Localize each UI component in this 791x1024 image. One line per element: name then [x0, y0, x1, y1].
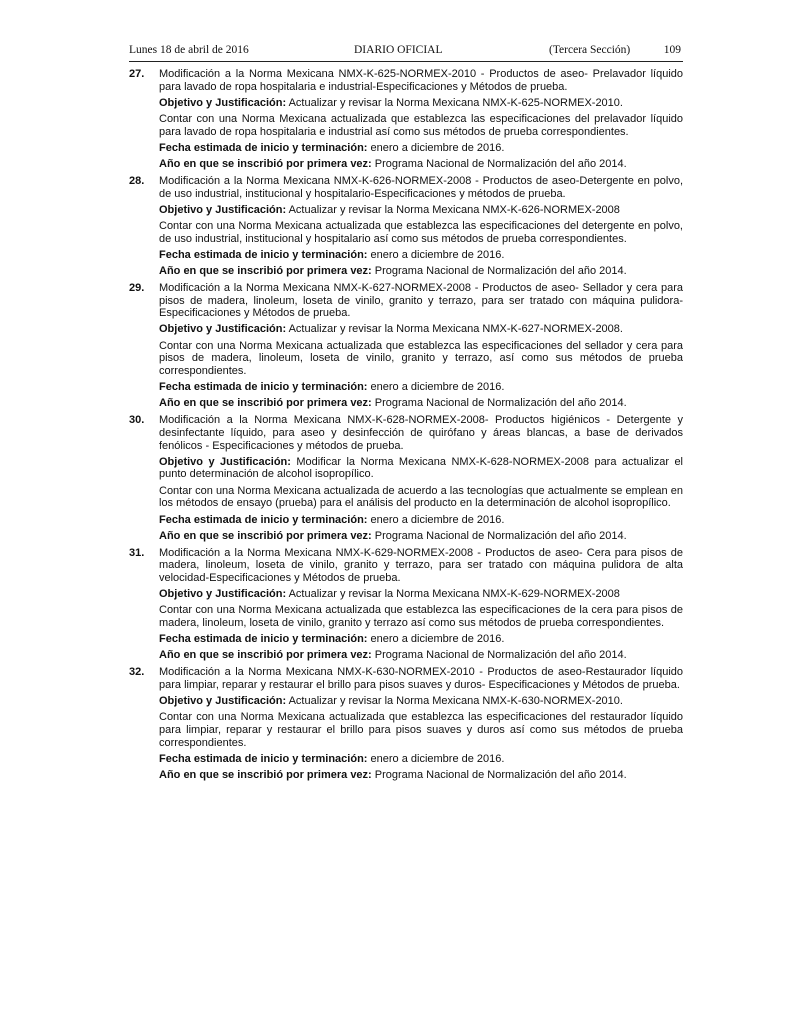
- item-title: Modificación a la Norma Mexicana NMX-K-627-NORMEX-2008 - Productos de aseo- Sellador y cera para pisos de madera, linoleum, loseta de vinilo, granito y terrazo, para ser tratado con máquina pulidora-Especificaciones y Métodos de prueba.: [159, 281, 683, 320]
- item-title: Modificación a la Norma Mexicana NMX-K-626-NORMEX-2008 - Productos de aseo-Detergente en polvo, de uso industrial, institucional y hospitalario-Especificaciones y métodos de prueba.: [159, 174, 683, 200]
- item-fecha: [159, 142, 683, 155]
- objetivo-label: Objetivo y Justificación:: [159, 588, 287, 601]
- list-item: [129, 547, 683, 663]
- item-objetivo: [159, 323, 683, 336]
- fecha-text: enero a diciembre de 2016.: [370, 513, 505, 526]
- header-date: Lunes 18 de abril de 2016: [129, 44, 249, 56]
- ano-label: Año en que se inscribió por primera vez:: [159, 158, 372, 171]
- item-number: 27.: [129, 68, 145, 80]
- norm-items-list: [129, 68, 683, 782]
- fecha-label: Fecha estimada de inicio y terminación:: [159, 248, 368, 261]
- item-ano: [159, 769, 683, 782]
- objetivo-text: Actualizar y revisar la Norma Mexicana NMX-K-627-NORMEX-2008.: [288, 323, 623, 336]
- item-fecha: [159, 753, 683, 766]
- fecha-text: enero a diciembre de 2016.: [370, 248, 505, 261]
- objetivo-text: Actualizar y revisar la Norma Mexicana NMX-K-629-NORMEX-2008: [288, 588, 620, 601]
- item-objetivo: [159, 588, 683, 601]
- objetivo-text: Actualizar y revisar la Norma Mexicana NMX-K-630-NORMEX-2010.: [288, 695, 623, 708]
- item-ano: [159, 158, 683, 171]
- fecha-text: enero a diciembre de 2016.: [370, 142, 505, 155]
- fecha-text: enero a diciembre de 2016.: [370, 633, 505, 646]
- page-header: [129, 44, 683, 62]
- list-item: [129, 666, 683, 782]
- objetivo-label: Objetivo y Justificación:: [159, 96, 287, 109]
- item-title: Modificación a la Norma Mexicana NMX-K-630-NORMEX-2010 - Productos de aseo-Restaurador líquido para limpiar, reparar y restaurar el brillo para pisos suaves y duros- Especificaciones y Métodos de prueba.: [159, 666, 683, 691]
- item-descripcion: Contar con una Norma Mexicana actualizada que establezca las especificaciones del sellador y cera para pisos de madera, linoleum, loseta de vinilo, granito y terrazo, así como sus métodos de prueba correspondientes.: [159, 339, 683, 378]
- ano-text: Programa Nacional de Normalización del año 2014.: [374, 158, 627, 171]
- ano-text: Programa Nacional de Normalización del año 2014.: [374, 397, 627, 410]
- item-objetivo: [159, 204, 683, 217]
- ano-label: Año en que se inscribió por primera vez:: [159, 649, 372, 662]
- item-fecha: [159, 381, 683, 394]
- document-page: [129, 44, 683, 786]
- objetivo-label: Objetivo y Justificación:: [159, 455, 291, 468]
- item-title: Modificación a la Norma Mexicana NMX-K-629-NORMEX-2008 - Productos de aseo- Cera para pisos de madera, linoleum, loseta de vinilo, granito y terrazo, para ser tratado con máquina pulidora de alta velocidad-Especificaciones y Métodos de prueba.: [159, 546, 683, 584]
- item-descripcion: Contar con una Norma Mexicana actualizada que establezca las especificaciones del restaurador líquido para limpiar, reparar y restaurar el brillo para pisos suaves y duros así como sus métodos de prueba correspondientes.: [159, 711, 683, 749]
- item-title: Modificación a la Norma Mexicana NMX-K-628-NORMEX-2008- Productos higiénicos - Detergente y desinfectante líquido, para aseo y desinfección de quirófano y áreas blancas, a base de derivados fenólicos - Especificaciones y métodos de prueba.: [159, 414, 683, 452]
- item-descripcion: Contar con una Norma Mexicana actualizada que establezca las especificaciones del prelavador líquido para lavado de ropa hospitalaria e industrial así como sus métodos de prueba correspondientes.: [159, 113, 683, 138]
- fecha-label: Fecha estimada de inicio y terminación:: [159, 513, 368, 526]
- item-number: 30.: [129, 414, 145, 427]
- item-descripcion: Contar con una Norma Mexicana actualizada que establezca las especificaciones del detergente en polvo, de uso industrial, institucional y hospitalario así como sus métodos de prueba correspondientes.: [159, 220, 683, 245]
- list-item: [129, 68, 683, 171]
- list-item: [129, 282, 683, 410]
- ano-text: Programa Nacional de Normalización del año 2014.: [374, 265, 627, 278]
- ano-label: Año en que se inscribió por primera vez:: [159, 769, 372, 782]
- header-section: (Tercera Sección): [549, 44, 631, 56]
- ano-text: Programa Nacional de Normalización del año 2014.: [374, 529, 627, 542]
- fecha-text: enero a diciembre de 2016.: [370, 381, 505, 394]
- item-number: 32.: [129, 666, 145, 679]
- item-ano: [159, 265, 683, 278]
- fecha-text: enero a diciembre de 2016.: [370, 752, 505, 765]
- item-ano: [159, 649, 683, 662]
- item-number: 31.: [129, 546, 145, 559]
- item-descripcion: Contar con una Norma Mexicana actualizada de acuerdo a las tecnologías que actualmente se emplean en los métodos de ensayo (prueba) para el análisis del producto en la determinación de alcohol isopropílico.: [159, 484, 683, 510]
- item-fecha: [159, 514, 683, 527]
- objetivo-text: Actualizar y revisar la Norma Mexicana NMX-K-626-NORMEX-2008: [288, 203, 620, 216]
- item-fecha: [159, 633, 683, 646]
- fecha-label: Fecha estimada de inicio y terminación:: [159, 752, 368, 765]
- item-descripcion: Contar con una Norma Mexicana actualizada que establezca las especificaciones de la cera para pisos de madera, linoleum, loseta de vinilo, granito y terrazo así como sus métodos de prueba correspondientes.: [159, 604, 683, 630]
- item-objetivo: [159, 456, 683, 481]
- ano-label: Año en que se inscribió por primera vez:: [159, 529, 372, 542]
- item-number: 28.: [129, 174, 145, 187]
- ano-text: Programa Nacional de Normalización del año 2014.: [374, 769, 627, 782]
- list-item: [129, 175, 683, 278]
- ano-label: Año en que se inscribió por primera vez:: [159, 265, 372, 278]
- ano-label: Año en que se inscribió por primera vez:: [159, 397, 372, 410]
- list-item: [129, 414, 683, 542]
- item-objetivo: [159, 97, 683, 110]
- item-objetivo: [159, 695, 683, 708]
- fecha-label: Fecha estimada de inicio y terminación:: [159, 381, 368, 394]
- item-number: 29.: [129, 281, 145, 294]
- objetivo-text: Modificar la Norma Mexicana NMX-K-628-NORMEX-2008 para actualizar el punto determinación de alcohol isopropílico.: [159, 455, 684, 481]
- item-ano: [159, 530, 683, 543]
- fecha-label: Fecha estimada de inicio y terminación:: [159, 142, 368, 155]
- objetivo-label: Objetivo y Justificación:: [159, 695, 287, 708]
- objetivo-text: Actualizar y revisar la Norma Mexicana NMX-K-625-NORMEX-2010.: [288, 96, 623, 109]
- item-ano: [159, 397, 683, 410]
- objetivo-label: Objetivo y Justificación:: [159, 203, 287, 216]
- item-fecha: [159, 249, 683, 262]
- header-page-number: 109: [663, 44, 681, 56]
- ano-text: Programa Nacional de Normalización del año 2014.: [374, 649, 627, 662]
- header-journal-title: DIARIO OFICIAL: [354, 44, 443, 56]
- item-title: Modificación a la Norma Mexicana NMX-K-625-NORMEX-2010 - Productos de aseo- Prelavador líquido para lavado de ropa hospitalaria e industrial-Especificaciones y Métodos de prueba.: [159, 68, 683, 93]
- fecha-label: Fecha estimada de inicio y terminación:: [159, 633, 368, 646]
- objetivo-label: Objetivo y Justificación:: [159, 323, 287, 336]
